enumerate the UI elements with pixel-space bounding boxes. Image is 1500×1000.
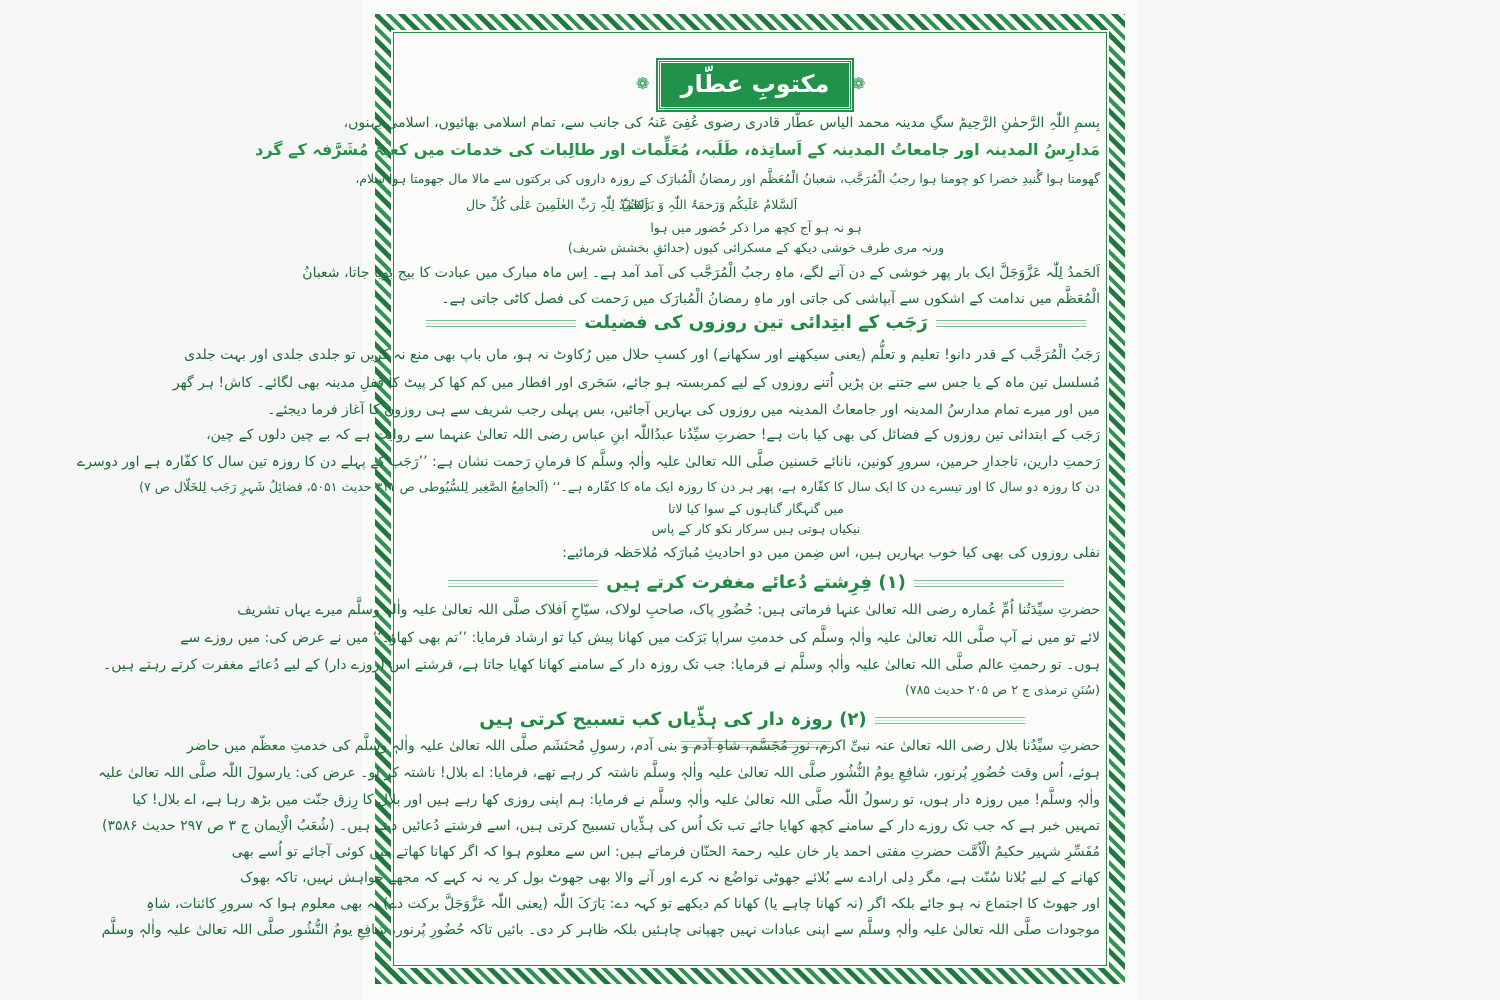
section-heading-text: رَجَب کے ابتِدائی تین روزوں کی فضیلت <box>584 312 928 333</box>
paragraph-line: کھانے کے لیے بُلانا سُنّت ہے، مگر دِلی ارادے سے بُلائے جھوٹی تواضُع نہ کرے اور آنے والا بھی جھوٹ بول کر یہ نہ کہے کہ مجھے خواہش نہیں، تاکہ بھوک <box>240 870 1100 886</box>
title-ornament-right: ❁ <box>852 74 866 93</box>
greeting-salam: اَلسَّلامُ عَلَیکُم وَرَحمَۃُ اللّٰہِ وَ بَرَکاتُہٗ <box>622 197 798 212</box>
paragraph-line: اَلحَمدُ لِلّٰہ عَزَّوَجَلَّ ایک بار پھر خوشی کے دن آنے لگے، ماہِ رجبُ الْمُرَجَّب کی آمد آمد ہے۔ اِس ماہ مبارک میں عبادت کا بیج بویا جاتا، شعبانُ <box>302 265 1100 281</box>
paragraph-line: ہوں۔ تو رحمتِ عالم صلَّی اللہ تعالیٰ علیہ واٰلہٖ وسلَّم نے فرمایا: جب تک روزہ دار کے سامنے کھانا کھایا جاتا ہے، فرشتے اس (روزے دار) کے لیے دُعائے مغفرت کرتے رہتے ہیں۔ <box>103 657 1100 673</box>
citation: (سُنَنِ ترمذی ج ۲ ص ۲۰۵ حدیث ۷۸۵) <box>904 682 1100 697</box>
intro-line-bold: مَدارِسُ المدینہ اور جامعاتُ المدینہ کے اَساتِذہ، طَلَبہ، مُعَلِّمات اور طالِبات کی خدمات میں کعبۂ مُشَرَّفہ کے گرد <box>255 140 1100 159</box>
paragraph-line: مُفَسِّرِ شہیر حکیمُ الْاُمَّت حضرتِ مفتی احمد یار خان علیہ رحمۃ الحنّان فرماتے ہیں: اس سے معلوم ہوا کہ اگر کھانا کھاتے میں کوئی آجائے تو اُسے بھی <box>231 844 1100 860</box>
paragraph-line: الْمُعَظَّم میں ندامت کے اشکوں سے آبپاشی کی جاتی اور ماہِ رمضانُ الْمُبارَک میں رَحمت کی فصل کاٹی جاتی ہے۔ <box>441 291 1100 307</box>
poem-verse: میں گنہگار گناہوں کے سوا کیا لاتا <box>668 501 844 516</box>
paragraph-line: مُسلسل تین ماہ کے یا جس سے جتنے بن پڑیں اُتنے روزوں کے لیے کمربستہ ہو جائے، سَحَری اور افطار میں کم کھا کر پیٹ کا قفلِ مدینہ بھی لگائے۔ کاش! ہر گھر <box>172 375 1100 391</box>
section-heading <box>412 311 1100 335</box>
section-heading <box>412 571 1100 595</box>
paragraph-line: لائے تو میں نے آپ صلَّی اللہ تعالیٰ علیہ واٰلہٖ وسلَّم کی خدمتِ سراپا بَرَکت میں کھانا پیش کیا تو ارشاد فرمایا: ’’تم بھی کھاؤ۔‘‘ میں نے عرض کی: میں روزے سے <box>180 630 1100 646</box>
paragraph-line: ہوئے، اُس وقت حُضُورِ پُرنور، شافِعِ یومُ النُّشُور صلَّی اللہ تعالیٰ علیہ واٰلہٖ وسلَّم ناشتہ کر رہے تھے، فرمایا: اے بلال! ناشتہ کر لو۔ عرض کی: یارسولَ اللّٰہ صلَّی اللہ تعالیٰ علیہ <box>98 765 1100 781</box>
paragraph-line: نفلی روزوں کی بھی کیا خوب بہاریں ہیں، اس ضِمن میں دو احادیثِ مُبارَکہ مُلاحَظہ فرمائیے: <box>562 545 1100 561</box>
paragraph-line: رَجَب کے ابتدائی تین روزوں کے فضائل کی بھی کیا بات ہے! حضرتِ سیِّدُنا عبدُاللّٰہ ابنِ عباس رضی اللہ تعالیٰ عنہما سے روایت ہے کہ بے چین دلوں کے چین، <box>206 427 1100 443</box>
section-heading-text: (۱) فِرِشتے دُعائے مغفرت کرتے ہیں <box>606 572 906 593</box>
paragraph-line: حضرتِ سیِّدُنا بلال رضی اللہ تعالیٰ عنہ نبیِّ اکرم، نورِ مُجَسَّم، شاہِ آدم و بنی آدم، رسولِ مُحتَشَم صلَّی اللہ تعالیٰ علیہ واٰلہٖ وسلَّم کی خدمتِ معظّم میں حاضر <box>186 738 1100 754</box>
paragraph-line: موجودات صلَّی اللہ تعالیٰ علیہ واٰلہٖ وسلَّم سے اپنی عبادات نہیں چھپانی چاہئیں بلکہ ظاہر کر دی۔ بائیں تاکہ حُضُورِ پُرنور، شافِعِ یومُ النُّشُور صلَّی اللہ تعالیٰ علیہ واٰلہٖ وسلَّم <box>101 922 1100 938</box>
poem-verse: نیکیاں ہوتی ہیں سرکار نکو کار کے پاس <box>651 521 861 536</box>
paragraph-line: میں اور میرے تمام مدارسُ المدینہ اور جامعاتُ المدینہ میں روزوں کی بہاریں آجائیں، بس پہلی رجب شریف سے ہی روزوں کا آغاز فرما دیجئے۔ <box>267 402 1100 418</box>
page-title: مکتوبِ عطّار <box>658 60 852 110</box>
greeting-hamd: اَلحَمدُ لِلّٰہِ رَبِّ العٰلَمِینَ عَلٰی کُلِّ حال <box>465 197 649 212</box>
paragraph-line: رَجَبُ الْمُرَجَّب کے قدر دانو! تعلیم و تعلُّم (یعنی سیکھنے اور سکھانے) اور کسبِ حلال میں رُکاوٹ نہ ہو، ماں باپ بھی منع نہ کریں تو جلدی جلدی اور بہت جلدی <box>184 347 1100 363</box>
paragraph-line: واٰلہٖ وسلَّم! میں روزہ دار ہوں، تو رسولُ اللّٰہ صلَّی اللہ تعالیٰ علیہ واٰلہٖ وسلَّم نے فرمایا: ہم اپنی روزی کھا رہے ہیں اور بلال کا رِزق جنّت میں بڑھ رہا ہے، اے بلال! کیا <box>132 792 1100 808</box>
poem-verse: ورنہ مری طرف خوشی دیکھ کے مسکرائی کیوں (حدائقِ بخشش شریف) <box>567 240 945 255</box>
paragraph-line: حضرتِ سیِّدَتُنا اُمِّ عُمارہ رضی اللہ تعالیٰ عنہا فرماتی ہیں: حُضُورِ پاک، صاحبِ لولاک، سیّاحِ اَفلاک صلَّی اللہ تعالیٰ علیہ واٰلہٖ وسلَّم میرے یہاں تشریف <box>237 602 1100 618</box>
paragraph-line: اور جھوٹ کا اجتماع نہ ہو جائے بلکہ اگر (نہ کھانا چاہے یا) کھانا کم دیکھے تو کہہ دے: بَارَکَ اللّٰہ (یعنی اللّٰہ عَزَّوَجَلَّ برکت دے) یہ بھی معلوم ہوا کہ سرورِ کائنات، شاہِ <box>146 896 1100 912</box>
poem-verse: ہو نہ ہو آج کچھ مرا ذکر حُضور میں ہوا <box>650 220 862 235</box>
intro-line: بِسمِ اللّٰہِ الرَّحمٰنِ الرَّحِیمؕ سگِ مدینہ محمد الیاس عطّار قادری رضوی عُفِیَ عَنہُ کی جانب سے، تمام اسلامی بھائیوں، اسلامی بہنوں، <box>343 115 1100 131</box>
paragraph-line: تمہیں خبر ہے کہ جب تک روزے دار کے سامنے کچھ کھایا جائے تب تک اُس کی ہڈّیاں تسبیح کرتی ہیں، اسے فرشتے دُعائیں دیتے ہیں۔ (شُعَبُ الْاِیمان ج ۳ ص ۲۹۷ حدیث ۳۵۸۶) <box>102 818 1100 834</box>
section-heading-text: (۲) روزہ دار کی ہڈّیاں کب تسبیح کرتی ہیں <box>479 709 867 730</box>
intro-line: گھومتا ہوا گُنبدِ خضرا کو چومتا ہوا رجبُ الْمُرَجَّب، شعبانُ الْمُعَظَّم اور رمضانُ الْمُبارَک کے روزہ داروں کی برکتوں سے مالا مال جھومتا ہوا سلام، <box>355 171 1100 186</box>
paragraph-line: دن کا روزہ دو سال کا اور تیسرے دن کا ایک سال کا کفّارہ ہے، پھر ہر دن کا روزہ ایک ماہ کا کفّارہ ہے۔‘‘ (اَلجامِعُ الصَّغِیر لِلسُّیُوطی ص ۳۱۱ حدیث ۵۰۵۱، فضائِلُ شَہرِ رَجَب لِلخَلّال ص ۷) <box>139 479 1100 494</box>
paragraph-line: رَحمتِ دارین، تاجدارِ حرمین، سرورِ کونین، نانائے حَسنین صلَّی اللہ تعالیٰ علیہ واٰلہٖ وسلَّم کا فرمانِ رَحمت نشان ہے: ’’رَجَب کے پہلے دن کا روزہ تین سال کا کفّارہ ہے اور دوسرے <box>77 454 1100 470</box>
title-ornament-left: ❁ <box>636 74 650 93</box>
